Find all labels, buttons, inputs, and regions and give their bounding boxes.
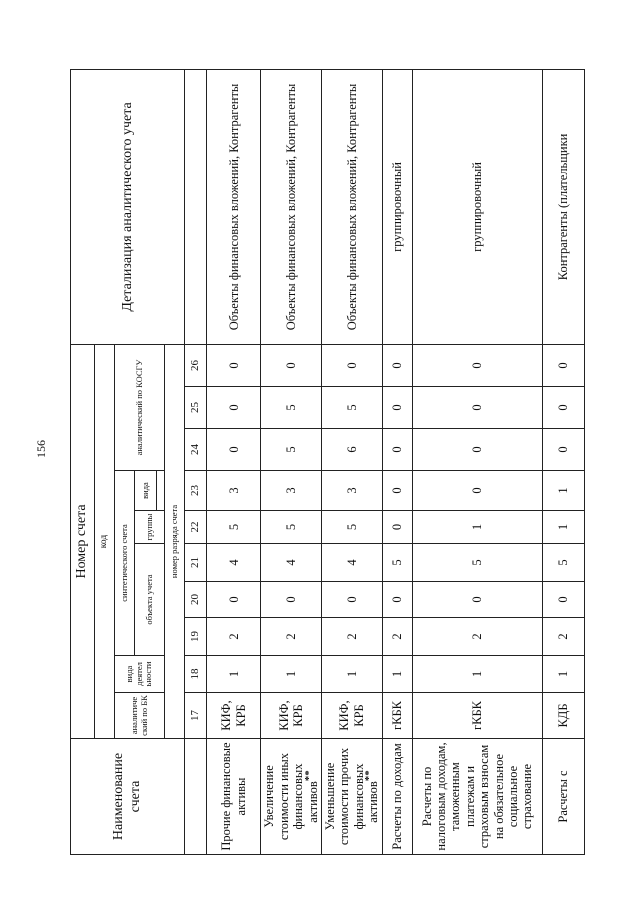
analytic-detail: группировочный — [412, 69, 542, 344]
digit-value: 0 — [207, 344, 261, 386]
digit-20: 20 — [185, 582, 207, 618]
digit-24: 24 — [185, 429, 207, 471]
analytic-bk-code: гКБК — [412, 693, 542, 739]
analytic-bk-code: гКБК — [382, 693, 412, 739]
digit-value: 0 — [207, 429, 261, 471]
digit-value: 5 — [261, 387, 322, 429]
footnote-marker: ** — [362, 770, 375, 782]
digit-value: 4 — [261, 544, 322, 582]
digit-value: 1 — [412, 511, 542, 544]
detail-digit-blank — [185, 69, 207, 344]
analytic-bk-code: КИФ, КРБ — [261, 693, 322, 739]
analytic-detail: группировочный — [382, 69, 412, 344]
page-number: 156 — [34, 440, 48, 458]
digit-value: 5 — [207, 511, 261, 544]
digit-value: 5 — [382, 544, 412, 582]
table-body — [207, 69, 585, 854]
analytic-bk-code: КДБ — [542, 693, 584, 739]
table-row — [321, 69, 382, 854]
table-row — [207, 69, 261, 854]
digit-value: 1 — [321, 656, 382, 693]
header-kind: вида — [135, 471, 157, 511]
digit-value: 6 — [321, 429, 382, 471]
digit-value: 0 — [321, 344, 382, 386]
digit-value: 5 — [412, 544, 542, 582]
digit-value: 1 — [382, 656, 412, 693]
digit-value: 3 — [321, 471, 382, 511]
header-account-name: Наименование счета — [71, 739, 185, 855]
header-account-number: Номер счета — [71, 344, 95, 738]
digit-value: 1 — [207, 656, 261, 693]
digit-value: 0 — [207, 387, 261, 429]
header-kind-spacer — [157, 471, 165, 511]
header-digit-number: номер разряда счета — [165, 344, 185, 738]
account-name: Расчеты по налоговым доходам, таможенным платежам и страховым взносам на обязательное социальное страхование — [419, 742, 535, 851]
digit-18: 18 — [185, 656, 207, 693]
digit-value: 2 — [207, 618, 261, 656]
digit-17: 17 — [185, 693, 207, 739]
digit-value: 5 — [261, 511, 322, 544]
digit-21: 21 — [185, 544, 207, 582]
analytic-bk-code: КИФ, КРБ — [321, 693, 382, 739]
digit-value: 2 — [542, 618, 584, 656]
digit-value: 0 — [261, 582, 322, 618]
digit-value: 2 — [382, 618, 412, 656]
digit-value: 0 — [542, 387, 584, 429]
digit-23: 23 — [185, 471, 207, 511]
digit-22: 22 — [185, 511, 207, 544]
account-name: Прочие финансовые активы — [219, 742, 248, 851]
digit-value: 0 — [382, 511, 412, 544]
header-kod: код — [95, 344, 115, 738]
header-analytic-kosgu: аналитический по КОСГУ — [115, 344, 165, 470]
digit-value: 0 — [382, 429, 412, 471]
digit-value: 5 — [542, 544, 584, 582]
digit-value: 0 — [261, 344, 322, 386]
header-activity-kind: вида деятел ьности — [115, 656, 165, 693]
footnote-marker: ** — [302, 770, 315, 782]
digit-value: 2 — [321, 618, 382, 656]
digit-value: 5 — [261, 429, 322, 471]
analytic-detail: Контрагенты (плательщики — [542, 69, 584, 344]
table-row — [382, 69, 412, 854]
table-row — [261, 69, 322, 854]
digit-value: 3 — [207, 471, 261, 511]
digit-value: 0 — [207, 582, 261, 618]
digit-value: 0 — [382, 471, 412, 511]
digit-value: 1 — [542, 656, 584, 693]
digit-value: 0 — [412, 429, 542, 471]
name-digit-blank — [185, 739, 207, 855]
digit-value: 0 — [412, 344, 542, 386]
digit-value: 0 — [542, 344, 584, 386]
digit-value: 0 — [412, 387, 542, 429]
account-name-cell — [542, 739, 584, 855]
header-analytic-detail: Детализация аналитического учета — [71, 69, 185, 344]
digit-value: 4 — [321, 544, 382, 582]
analytic-detail: Объекты финансовых вложений, Контрагенты — [261, 69, 322, 344]
analytic-detail: Объекты финансовых вложений, Контрагенты — [207, 69, 261, 344]
table-row — [542, 69, 584, 854]
digit-value: 1 — [412, 656, 542, 693]
digit-value: 0 — [321, 582, 382, 618]
table-row — [412, 69, 542, 854]
digit-value: 0 — [382, 582, 412, 618]
accounts-table — [70, 69, 585, 855]
account-name: Уменьшение стоимости прочих финансовых активов — [323, 747, 381, 846]
digit-value: 0 — [412, 582, 542, 618]
digit-value: 1 — [542, 511, 584, 544]
header-analytic-bk: аналитиче ский по БК — [115, 693, 165, 739]
digit-value: 0 — [542, 582, 584, 618]
digit-value: 0 — [382, 344, 412, 386]
digit-value: 5 — [321, 511, 382, 544]
account-name-cell — [207, 739, 261, 855]
rotated-table-container — [70, 70, 585, 855]
digit-value: 0 — [412, 471, 542, 511]
digit-26: 26 — [185, 344, 207, 386]
digit-value: 0 — [542, 429, 584, 471]
digit-value: 0 — [382, 387, 412, 429]
digit-value: 4 — [207, 544, 261, 582]
account-name: Расчеты с — [556, 770, 571, 823]
digit-value: 5 — [321, 387, 382, 429]
header-accounting-object: объекта учета — [135, 544, 165, 656]
analytic-detail: Объекты финансовых вложений, Контрагенты — [321, 69, 382, 344]
account-name: Расчеты по доходам — [389, 743, 404, 850]
digit-19: 19 — [185, 618, 207, 656]
digit-value: 2 — [261, 618, 322, 656]
account-name: Увеличение стоимости иных финансовых активов — [262, 752, 320, 841]
analytic-bk-code: КИФ, КРБ — [207, 693, 261, 739]
digit-value: 2 — [412, 618, 542, 656]
header-group: группы — [135, 511, 165, 544]
header-synthetic-account: синтетического счета — [115, 471, 135, 656]
digit-value: 3 — [261, 471, 322, 511]
digit-value: 1 — [542, 471, 584, 511]
account-name-cell — [321, 739, 382, 855]
account-name-cell — [412, 739, 542, 855]
account-name-cell — [261, 739, 322, 855]
account-name-cell — [382, 739, 412, 855]
digit-value: 1 — [261, 656, 322, 693]
digit-25: 25 — [185, 387, 207, 429]
